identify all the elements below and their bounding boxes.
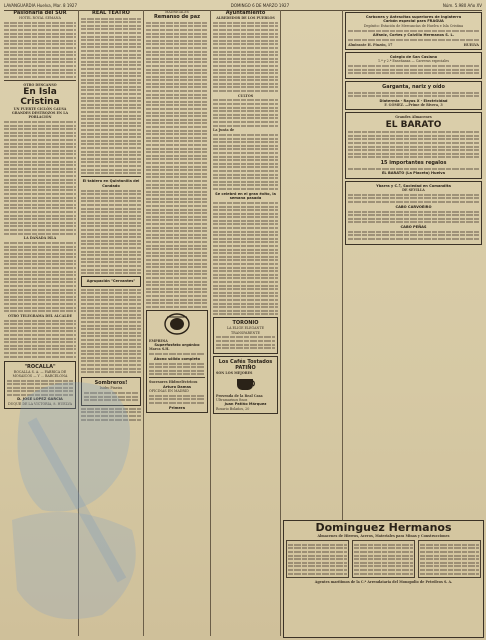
rocalla-ad [4,361,76,410]
diatermia-text: Diatermia - Rayos X - Electricidad [379,98,448,103]
agentes-text: Agentes marítimos de la C.ª Arrendataria del Monopolio de Petróleos S. A. [314,580,453,585]
dominguez-cell [286,540,349,578]
column-1 [4,10,76,636]
remanso-title: Remanso de paz [153,14,201,21]
exito-block: Se celebró en el gran éxito, la semana pasada [215,191,276,200]
provenda-label: Provenda de la Real Casa [216,393,263,398]
colegio-sub: 1.ª y 2.ª Enseñanza — Carreras especiales [377,59,450,64]
cabo-carvoeiro: CABO CARVOEIRO [395,204,432,209]
el-barato-ad [345,112,482,178]
column-rule [280,10,281,636]
isla-sub: UN FUERTE CICLÓN CAUSA GRANDES DESTROZOS EN LA POBLACIÓN [11,106,69,120]
patino-ad [213,356,278,414]
real-teatro-title: REAL TEATRO [92,10,130,16]
emblem-icon [163,313,191,335]
ybarra-title: Ybarra y C.ª, Sociedad en Comandita [376,183,451,188]
carbones-ad [345,12,482,50]
empresa-footer: Sucesores Hidroeléctricos [149,380,198,385]
superfosfato-ad [146,310,208,413]
header-right: Núm. 5.980 Año XV [442,3,482,8]
garganta-ad [345,81,482,110]
rocalla-sub: ROCALLA S. A. — FABRICA DE MOSAICOS — Y ... BARCELONA [12,369,68,378]
column-3 [146,10,208,636]
header-left: LAVANGUARDIA Huelva, Mar. 8 1927 [4,3,78,8]
cinema-sub: HOTEL ROYAL SEMANA [19,16,61,20]
rocalla-title: "ROCALLA" [24,363,56,370]
huelva-label: HUELVA [463,42,479,47]
juan-addr: Rosario Bolaños, 20 [216,406,250,411]
colegio-ad [345,52,482,79]
arturo-name: Arturo Damas [162,384,192,389]
sombreros-sub: Isidro Pineira [99,386,123,391]
superfosfato-title: Superfosfato orgánico [154,342,200,347]
dominguez-ad [283,520,484,638]
carbones-title: Carbones y Antracitas superiores de Inglaterra [365,15,462,19]
ferro-label: La Junta de [213,128,235,133]
regalos-title: 15 importantes regalos [380,159,447,166]
ybarra-city: DE SEVILLA [402,187,425,192]
agrupacion-title: Agrupación "Cervantes" [81,276,141,286]
toronto-sub: LA ELIGE ELEGANTE TRANSPARENTE [226,326,265,335]
isla-cristina-title: En Isla Cristina [20,86,60,107]
cabo-penas: CABO PEÑAS [400,224,427,229]
header-center: DOMINGO 6 DE MARZO 1927 [230,3,290,8]
dominguez-sub: Almacenes de Hierros, Aceros, Materiales para Minas y Construcciones [317,534,450,538]
colegio-title: Colegio de San Casiano [389,55,438,59]
patino-title: Los Cafés Tostados PATIÑO [218,358,273,371]
marca-label: Marca S.H. [149,347,170,352]
patino-sub: SON LOS MEJORES [216,370,253,375]
barato-footer: EL BARATO (La Placeta) Huelva [381,171,446,176]
gomez-text: F. GÓMEZ. —Prime de Rivera, 3 [384,103,443,108]
column-rule [210,10,211,636]
ybarra-ad [345,181,482,245]
empresa-label: EMPRESA [149,338,168,343]
telegrama-title: OTRO TELEGRAMA DEL ALCALDE [8,313,72,318]
column-4 [213,10,278,636]
tablero-title: El tablero en Quintanilla del Condado [82,179,140,188]
toronto-ad [213,317,278,353]
column-rule [143,10,144,636]
garganta-title: Garganta, nariz y oído [382,83,445,90]
column-rule [78,10,79,636]
sombreros-ad [81,377,141,406]
danada-title: LA DAÑADA ISLA [23,236,57,241]
el-barato-title: EL BARATO [385,119,442,130]
juan-name: Juan Patiño Márquez [224,402,267,407]
almirante-row [348,43,479,47]
ayuntamiento-sub: ALREDEDOR DE LOS PUEBLOS [216,16,275,20]
ayuntamiento-title: Ayuntamiento [225,10,266,16]
almirante-addr: Almirante H. Pinzón, 17 [348,42,393,47]
otro-title: OTRO DESCANSO [23,82,57,87]
coffee-cup-icon [231,376,261,390]
jose-addr: DUQUE DE LA VICTORIA, 8. HUELVA [7,401,73,406]
deposito-text: Depósito: Estación de Mercancías de Huelva e Isla Cristina [363,23,464,28]
abono-title: Abono sólido completo [153,356,201,361]
alfaniz-name: Alfaniz, Cortes y Calvillo Hermanos S. L. [372,33,455,38]
ultramarinos-label: Ultramarinos finos [216,398,248,403]
dominguez-cell [352,540,415,578]
cinema-title: Pasionaria del SUR [13,10,67,16]
sombreros-title: Sombreros! [94,380,128,387]
grandes-label: Grandes Almacenes [395,115,432,120]
primera-label: Primera [168,405,186,410]
jose-name: D. JOSE LOPEZ GARCIA [17,397,63,402]
dominguez-title: Dominguez Hermanos [315,521,452,534]
carbon-fragua: Carbón especial para FRAGUA [383,19,444,24]
column-2 [81,10,141,636]
madrigales-tag: MADRIGALES [164,10,190,14]
toronto-title: TORONIO [232,320,259,327]
oficina-label: OFICINAS EN MADRID [149,389,189,394]
dominguez-cell [418,540,481,578]
dominguez-grid [284,538,483,580]
cultos-title: CULTOS [237,93,254,98]
